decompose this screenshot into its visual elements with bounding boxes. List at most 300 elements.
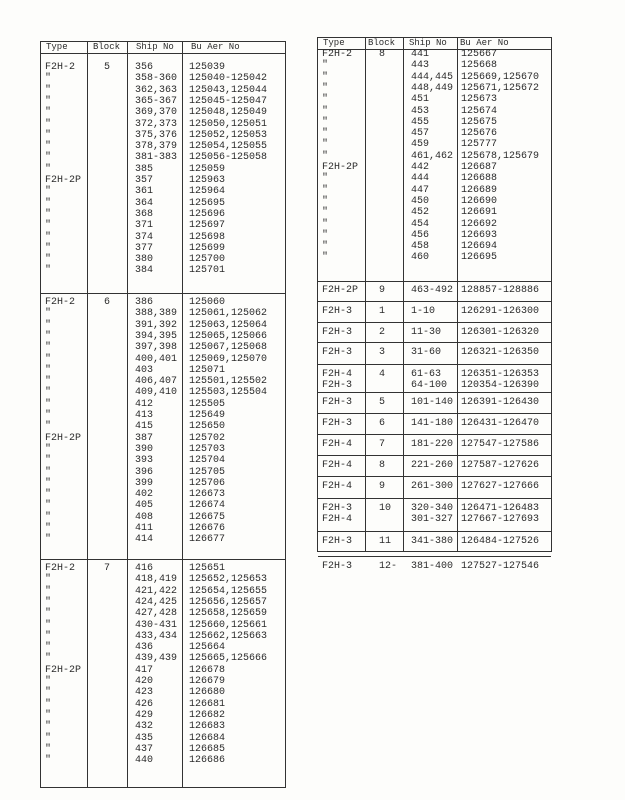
cell-ship-no: 374 <box>135 231 154 243</box>
cell-ship-no: 341-380 <box>411 536 454 547</box>
cell-ship-no: 387 <box>135 432 154 444</box>
cell-block: 7 <box>379 439 386 450</box>
cell-type: " <box>45 308 52 320</box>
cell-type: F2H-2 <box>45 297 76 308</box>
cell-block: 5 <box>104 62 111 73</box>
cell-type: " <box>45 231 52 243</box>
cell-type: " <box>45 118 52 130</box>
cell-ship-no: 411 <box>135 523 154 534</box>
cell-type: " <box>322 105 329 117</box>
cell-type: " <box>45 410 52 421</box>
header-type: Type <box>46 42 68 52</box>
left-table <box>40 41 286 788</box>
cell-ship-no: 455 <box>411 116 430 128</box>
cell-type: " <box>322 71 329 83</box>
block-separator <box>318 434 551 435</box>
cell-type: " <box>322 207 329 219</box>
cell-type: " <box>45 596 52 608</box>
block-separator <box>318 342 551 343</box>
cell-bu-aer-no: 126682 <box>189 709 226 721</box>
cell-type: " <box>322 150 329 162</box>
cell-type: " <box>322 184 329 196</box>
cell-type: " <box>45 534 52 546</box>
cell-bu-aer-no: 125706 <box>189 477 226 489</box>
block-separator <box>318 392 551 393</box>
cell-block: 10 <box>379 503 392 514</box>
cell-ship-no: 461,462 <box>411 150 454 162</box>
cell-ship-no: 399 <box>135 477 154 489</box>
cell-type: F2H-3 <box>322 347 353 358</box>
cell-bu-aer-no: 125702 <box>189 432 226 444</box>
cell-ship-no: 447 <box>411 184 430 196</box>
cell-bu-aer-no: 125664 <box>189 642 226 654</box>
cell-ship-no: 301-327 <box>411 514 454 525</box>
cell-ship-no: 452 <box>411 207 430 219</box>
cell-bu-aer-no: 126693 <box>461 229 498 241</box>
cell-bu-aer-no: 125040-125042 <box>189 73 268 85</box>
cell-block: 7 <box>104 563 111 574</box>
cell-ship-no: 460 <box>411 252 430 264</box>
cell-bu-aer-no: 125067,125068 <box>189 342 268 354</box>
cell-bu-aer-no: 125649 <box>189 410 226 421</box>
cell-bu-aer-no: 125701 <box>189 265 226 277</box>
cell-ship-no: 450 <box>411 195 430 207</box>
cell-ship-no: 418,419 <box>135 574 178 586</box>
cell-ship-no: 427,428 <box>135 608 178 620</box>
cell-type: " <box>45 489 52 501</box>
cell-bu-aer-no: 126679 <box>189 676 226 687</box>
cell-ship-no: 378,379 <box>135 141 178 153</box>
cell-bu-aer-no: 125673 <box>461 94 498 106</box>
cell-bu-aer-no: 125065,125066 <box>189 330 268 342</box>
cell-ship-no: 436 <box>135 642 154 654</box>
cell-bu-aer-no: 125052,125053 <box>189 129 268 141</box>
cell-type: " <box>45 398 52 410</box>
cell-bu-aer-no: 125667 <box>461 49 498 60</box>
cell-bu-aer-no: 125704 <box>189 455 226 467</box>
cell-ship-no: 261-300 <box>411 481 454 492</box>
cell-bu-aer-no: 127527-127546 <box>461 561 540 572</box>
cell-ship-no: 443 <box>411 60 430 72</box>
cell-ship-no: 101-140 <box>411 397 454 408</box>
cell-ship-no: 416 <box>135 563 154 574</box>
cell-bu-aer-no: 126674 <box>189 500 226 512</box>
cell-bu-aer-no: 126677 <box>189 534 226 546</box>
cell-block: 6 <box>379 418 386 429</box>
cell-ship-no: 451 <box>411 94 430 106</box>
cell-bu-aer-no: 126676 <box>189 523 226 534</box>
block-separator <box>41 293 285 294</box>
cell-ship-no: 437 <box>135 743 154 755</box>
cell-bu-aer-no: 126691 <box>461 207 498 219</box>
cell-bu-aer-no: 126675 <box>189 511 226 523</box>
cell-type: F2H-3 <box>322 397 353 408</box>
cell-ship-no: 409,410 <box>135 387 178 399</box>
cell-bu-aer-no: 126689 <box>461 184 498 196</box>
block-separator <box>318 531 551 532</box>
cell-ship-no: 385 <box>135 163 154 175</box>
cell-bu-aer-no: 125043,125044 <box>189 84 268 96</box>
cell-type: F2H-4 <box>322 439 353 450</box>
cell-type: " <box>45 152 52 164</box>
cell-type: " <box>45 84 52 96</box>
cell-bu-aer-no: 127667-127693 <box>461 514 540 525</box>
cell-type: " <box>45 466 52 478</box>
cell-ship-no: 453 <box>411 105 430 117</box>
cell-type: " <box>45 500 52 512</box>
right-table <box>317 37 552 572</box>
cell-ship-no: 371 <box>135 220 154 232</box>
cell-type: " <box>45 608 52 620</box>
block-separator <box>318 301 551 302</box>
cell-type: F2H-3 <box>322 418 353 429</box>
cell-ship-no: 456 <box>411 229 430 241</box>
cell-bu-aer-no: 125656,125657 <box>189 596 268 608</box>
cell-type: F2H-4 <box>322 514 353 525</box>
cell-bu-aer-no: 125697 <box>189 220 226 232</box>
cell-ship-no: 396 <box>135 466 154 478</box>
cell-bu-aer-no: 125665,125666 <box>189 653 268 665</box>
cell-type: " <box>45 208 52 220</box>
cell-ship-no: 408 <box>135 511 154 523</box>
cell-bu-aer-no: 126690 <box>461 195 498 207</box>
cell-bu-aer-no: 126351-126353 <box>461 369 540 380</box>
cell-ship-no: 61-63 <box>411 369 442 380</box>
cell-ship-no: 64-100 <box>411 380 448 391</box>
block-separator <box>318 455 551 456</box>
cell-bu-aer-no: 125061,125062 <box>189 308 268 320</box>
cell-bu-aer-no: 125651 <box>189 563 226 574</box>
cell-type: " <box>322 241 329 253</box>
cell-bu-aer-no: 125069,125070 <box>189 353 268 365</box>
cell-ship-no: 375,376 <box>135 129 178 141</box>
cell-bu-aer-no: 125678,125679 <box>461 150 540 162</box>
cell-ship-no: 421,422 <box>135 585 178 597</box>
cell-bu-aer-no: 125652,125653 <box>189 574 268 586</box>
cell-type: F2H-2P <box>45 175 82 186</box>
cell-ship-no: 369,370 <box>135 107 178 119</box>
cell-type: " <box>322 82 329 94</box>
cell-ship-no: 439,439 <box>135 653 178 665</box>
cell-type: F2H-4 <box>322 481 353 492</box>
cell-type: " <box>45 163 52 175</box>
cell-ship-no: 381-383 <box>135 152 178 164</box>
cell-block: 11 <box>379 536 392 547</box>
cell-ship-no: 361 <box>135 186 154 198</box>
cell-type: " <box>45 376 52 388</box>
cell-type: " <box>45 687 52 699</box>
cell-type: " <box>45 95 52 107</box>
cell-type: " <box>45 676 52 687</box>
cell-ship-no: 221-260 <box>411 460 454 471</box>
cell-ship-no: 390 <box>135 443 154 455</box>
cell-type: F2H-4 <box>322 369 353 380</box>
cell-ship-no: 463-492 <box>411 285 454 296</box>
cell-type: " <box>45 186 52 198</box>
cell-ship-no: 380 <box>135 254 154 266</box>
cell-ship-no: 420 <box>135 676 154 687</box>
cell-type: " <box>45 443 52 455</box>
cell-type: F2H-3 <box>322 306 353 317</box>
cell-ship-no: 388,389 <box>135 308 178 320</box>
cell-bu-aer-no: 125668 <box>461 60 498 72</box>
cell-ship-no: 368 <box>135 208 154 220</box>
cell-type: " <box>45 141 52 153</box>
cell-bu-aer-no: 125671,125672 <box>461 82 540 94</box>
cell-ship-no: 448,449 <box>411 82 454 94</box>
cell-bu-aer-no: 125963 <box>189 175 226 186</box>
cell-block: 9 <box>379 481 386 492</box>
cell-bu-aer-no: 126471-126483 <box>461 503 540 514</box>
cell-type: " <box>45 698 52 710</box>
cell-ship-no: 393 <box>135 455 154 467</box>
cell-type: F2H-2P <box>45 664 82 676</box>
cell-bu-aer-no: 125071 <box>189 364 226 376</box>
cell-type: " <box>322 229 329 241</box>
cell-block: 9 <box>379 285 386 296</box>
header-block: Block <box>368 38 396 48</box>
cell-bu-aer-no: 120354-126390 <box>461 380 540 391</box>
cell-type: " <box>322 128 329 140</box>
cell-type: F2H-4 <box>322 460 353 471</box>
cell-type: F2H-3 <box>322 503 353 514</box>
cell-bu-aer-no: 127547-127586 <box>461 439 540 450</box>
cell-type: " <box>322 116 329 128</box>
cell-bu-aer-no: 125039 <box>189 62 226 73</box>
cell-bu-aer-no: 126484-127526 <box>461 536 540 547</box>
cell-type: " <box>45 477 52 489</box>
cell-bu-aer-no: 126431-126470 <box>461 418 540 429</box>
block-separator <box>41 559 285 560</box>
cell-type: " <box>45 642 52 654</box>
cell-bu-aer-no: 126688 <box>461 173 498 185</box>
cell-ship-no: 415 <box>135 421 154 433</box>
cell-bu-aer-no: 125777 <box>461 139 498 151</box>
cell-ship-no: 358-360 <box>135 73 178 85</box>
cell-ship-no: 386 <box>135 297 154 308</box>
cell-block: 6 <box>104 297 111 308</box>
cell-bu-aer-no: 126321-126350 <box>461 347 540 358</box>
cell-type: " <box>322 195 329 207</box>
cell-bu-aer-no: 125048,125049 <box>189 107 268 119</box>
cell-bu-aer-no: 126673 <box>189 489 226 501</box>
cell-bu-aer-no: 125660,125661 <box>189 619 268 631</box>
cell-ship-no: 181-220 <box>411 439 454 450</box>
cell-type: " <box>45 755 52 767</box>
cell-type: " <box>45 330 52 342</box>
cell-ship-no: 441 <box>411 49 430 60</box>
cell-bu-aer-no: 125669,125670 <box>461 71 540 83</box>
cell-type: F2H-3 <box>322 561 353 572</box>
cell-type: " <box>45 455 52 467</box>
cell-type: " <box>45 364 52 376</box>
cell-type: " <box>45 197 52 209</box>
cell-bu-aer-no: 126301-126320 <box>461 327 540 338</box>
cell-bu-aer-no: 126695 <box>461 252 498 264</box>
cell-type: " <box>45 220 52 232</box>
cell-ship-no: 11-30 <box>411 327 442 338</box>
cell-ship-no: 402 <box>135 489 154 501</box>
cell-ship-no: 365-367 <box>135 95 178 107</box>
header-bu-aer: Bu Aer No <box>460 38 509 48</box>
cell-type: F2H-3 <box>322 380 353 391</box>
cell-ship-no: 413 <box>135 410 154 421</box>
header-bu-aer: Bu Aer No <box>191 42 240 52</box>
cell-bu-aer-no: 126680 <box>189 687 226 699</box>
block-separator <box>318 364 551 365</box>
cell-ship-no: 397,398 <box>135 342 178 354</box>
cell-block: 2 <box>379 327 386 338</box>
cell-ship-no: 444 <box>411 173 430 185</box>
cell-type: " <box>45 585 52 597</box>
cell-type: " <box>45 721 52 733</box>
cell-bu-aer-no: 125695 <box>189 197 226 209</box>
cell-ship-no: 1-10 <box>411 306 436 317</box>
cell-ship-no: 391,392 <box>135 319 178 331</box>
cell-bu-aer-no: 127587-127626 <box>461 460 540 471</box>
cell-type: " <box>45 709 52 721</box>
cell-type: F2H-2 <box>45 563 76 574</box>
cell-bu-aer-no: 125658,125659 <box>189 608 268 620</box>
block-separator <box>318 476 551 477</box>
cell-bu-aer-no: 126694 <box>461 241 498 253</box>
cell-bu-aer-no: 125676 <box>461 128 498 140</box>
cell-type: " <box>45 523 52 534</box>
cell-ship-no: 381-400 <box>411 561 454 572</box>
cell-type: " <box>45 732 52 744</box>
cell-ship-no: 444,445 <box>411 71 454 83</box>
cell-bu-aer-no: 125505 <box>189 398 226 410</box>
cell-ship-no: 377 <box>135 242 154 254</box>
cell-bu-aer-no: 126687 <box>461 162 498 173</box>
cell-ship-no: 442 <box>411 162 430 173</box>
cell-ship-no: 458 <box>411 241 430 253</box>
cell-type: " <box>322 173 329 185</box>
cell-type: " <box>45 242 52 254</box>
cell-ship-no: 31-60 <box>411 347 442 358</box>
cell-bu-aer-no: 125703 <box>189 443 226 455</box>
cell-block: 8 <box>379 460 386 471</box>
cell-bu-aer-no: 125654,125655 <box>189 585 268 597</box>
cell-bu-aer-no: 126685 <box>189 743 226 755</box>
cell-bu-aer-no: 125059 <box>189 163 226 175</box>
cell-bu-aer-no: 125054,125055 <box>189 141 268 153</box>
cell-type: F2H-3 <box>322 327 353 338</box>
cell-ship-no: 394,395 <box>135 330 178 342</box>
cell-bu-aer-no: 125063,125064 <box>189 319 268 331</box>
cell-ship-no: 429 <box>135 709 154 721</box>
cell-ship-no: 357 <box>135 175 154 186</box>
cell-ship-no: 457 <box>411 128 430 140</box>
cell-ship-no: 405 <box>135 500 154 512</box>
cell-bu-aer-no: 125060 <box>189 297 226 308</box>
cell-type: " <box>45 653 52 665</box>
cell-ship-no: 435 <box>135 732 154 744</box>
cell-type: " <box>45 353 52 365</box>
left-table-header <box>41 42 285 54</box>
cell-ship-no: 356 <box>135 62 154 73</box>
header-type: Type <box>323 38 345 48</box>
cell-bu-aer-no: 125700 <box>189 254 226 266</box>
cell-ship-no: 364 <box>135 197 154 209</box>
cell-bu-aer-no: 125050,125051 <box>189 118 268 130</box>
cell-block: 8 <box>379 49 386 60</box>
cell-type: " <box>45 421 52 433</box>
cell-type: F2H-2P <box>322 162 359 173</box>
block-separator <box>318 498 551 499</box>
cell-ship-no: 433,434 <box>135 630 178 642</box>
cell-ship-no: 423 <box>135 687 154 699</box>
right-table-header <box>318 38 551 50</box>
header-ship: Ship No <box>409 38 447 48</box>
cell-type: " <box>45 574 52 586</box>
cell-ship-no: 432 <box>135 721 154 733</box>
cell-type: " <box>45 107 52 119</box>
cell-ship-no: 426 <box>135 698 154 710</box>
cell-ship-no: 424,425 <box>135 596 178 608</box>
cell-ship-no: 440 <box>135 755 154 767</box>
cell-type: " <box>45 630 52 642</box>
cell-type: F2H-3 <box>322 536 353 547</box>
cell-bu-aer-no: 128857-128886 <box>461 285 540 296</box>
cell-type: F2H-2 <box>45 62 76 73</box>
cell-type: " <box>45 619 52 631</box>
cell-block: 1 <box>379 306 386 317</box>
cell-block: 5 <box>379 397 386 408</box>
cell-bu-aer-no: 125964 <box>189 186 226 198</box>
cell-ship-no: 459 <box>411 139 430 151</box>
cell-block: 4 <box>379 369 386 380</box>
cell-ship-no: 414 <box>135 534 154 546</box>
cell-bu-aer-no: 125675 <box>461 116 498 128</box>
cell-ship-no: 412 <box>135 398 154 410</box>
cell-type: " <box>45 387 52 399</box>
block-separator <box>318 556 551 557</box>
cell-bu-aer-no: 125662,125663 <box>189 630 268 642</box>
cell-bu-aer-no: 126678 <box>189 664 226 676</box>
cell-bu-aer-no: 125056-125058 <box>189 152 268 164</box>
cell-type: " <box>45 319 52 331</box>
cell-ship-no: 141-180 <box>411 418 454 429</box>
cell-ship-no: 320-340 <box>411 503 454 514</box>
cell-bu-aer-no: 126686 <box>189 755 226 767</box>
cell-bu-aer-no: 127627-127666 <box>461 481 540 492</box>
block-separator <box>318 281 551 282</box>
header-block: Block <box>93 42 121 52</box>
cell-type: " <box>45 511 52 523</box>
cell-block: 12- <box>379 561 398 572</box>
cell-type: " <box>322 139 329 151</box>
cell-type: " <box>322 60 329 72</box>
cell-bu-aer-no: 125503,125504 <box>189 387 268 399</box>
cell-type: " <box>45 743 52 755</box>
cell-type: " <box>45 265 52 277</box>
cell-bu-aer-no: 126681 <box>189 698 226 710</box>
cell-type: " <box>45 342 52 354</box>
cell-type: " <box>45 73 52 85</box>
cell-bu-aer-no: 126291-126300 <box>461 306 540 317</box>
cell-bu-aer-no: 125501,125502 <box>189 376 268 388</box>
cell-ship-no: 417 <box>135 664 154 676</box>
cell-bu-aer-no: 125699 <box>189 242 226 254</box>
cell-bu-aer-no: 126692 <box>461 218 498 230</box>
cell-type: F2H-2 <box>322 49 353 60</box>
cell-bu-aer-no: 125045-125047 <box>189 95 268 107</box>
cell-type: F2H-2P <box>322 285 359 296</box>
cell-bu-aer-no: 125674 <box>461 105 498 117</box>
cell-type: " <box>45 254 52 266</box>
cell-ship-no: 362,363 <box>135 84 178 96</box>
